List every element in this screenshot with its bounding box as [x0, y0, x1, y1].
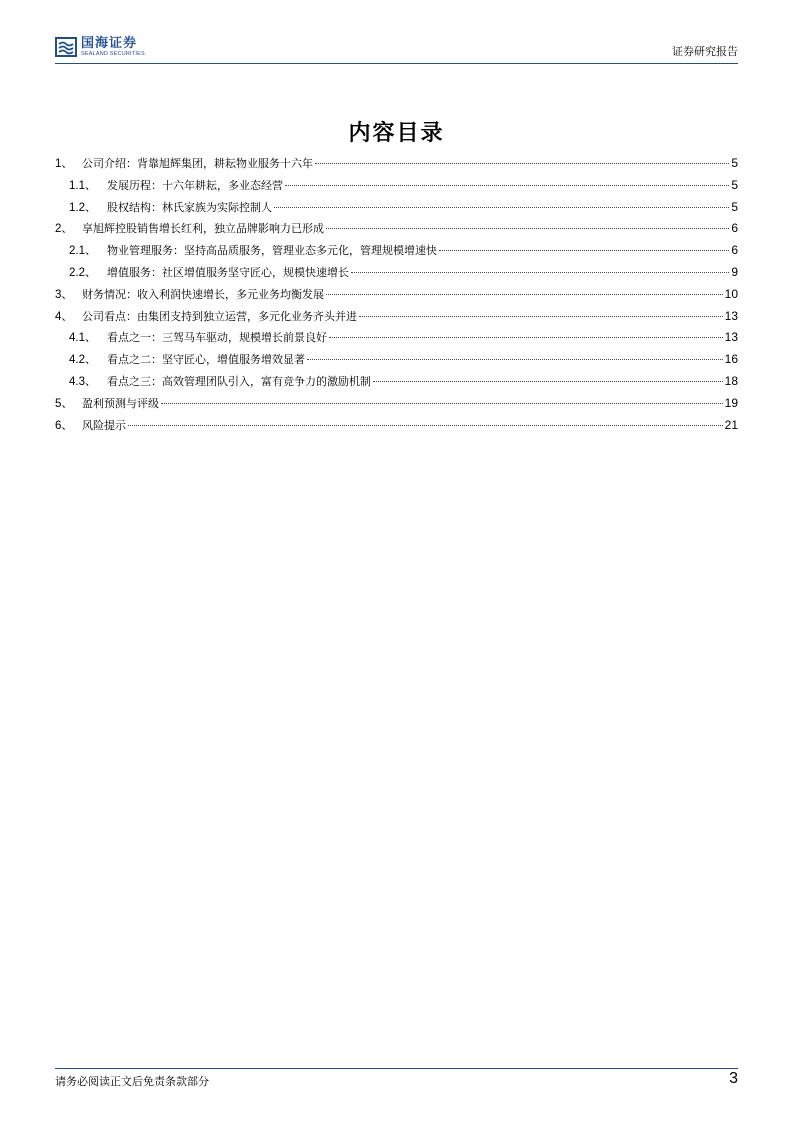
toc-entry-title: 公司看点：由集团支持到独立运营，多元化业务齐头并进: [82, 309, 357, 323]
page-header: [55, 33, 738, 63]
toc-entry-number: 2.2、: [69, 266, 97, 279]
toc-dot-leader: [351, 272, 729, 273]
toc-entry-page: 13: [724, 308, 738, 323]
toc-dot-leader: [161, 403, 723, 404]
toc-entry-title: 看点之三：高效管理团队引入，富有竞争力的激励机制: [107, 374, 371, 388]
toc-dot-leader: [307, 359, 723, 360]
toc-dot-leader: [274, 207, 729, 208]
toc-entry[interactable]: [55, 218, 738, 240]
toc-entry[interactable]: [55, 349, 738, 371]
toc-entry-page: 6: [731, 243, 738, 258]
toc-entry[interactable]: [55, 415, 738, 437]
toc-entry-page: 6: [731, 221, 738, 236]
toc-dot-leader: [439, 250, 729, 251]
toc-entry-title: 财务情况：收入利润快速增长，多元业务均衡发展: [82, 287, 324, 301]
toc-entry[interactable]: [55, 284, 738, 306]
toc-entry-page: 10: [724, 286, 738, 301]
sealand-logo-icon: [55, 36, 77, 58]
toc-entry[interactable]: [55, 393, 738, 415]
toc-dot-leader: [359, 316, 723, 317]
toc-entry-number: 4.1、: [69, 332, 97, 345]
toc-entry-title: 看点之二：坚守匠心，增值服务增效显著: [107, 353, 305, 367]
toc-entry-title: 公司介绍：背靠旭辉集团，耕耘物业服务十六年: [82, 157, 313, 170]
toc-dot-leader: [326, 228, 729, 229]
page-title: 内容目录: [348, 120, 445, 146]
toc-entry-page: 16: [724, 352, 738, 367]
logo-chinese-name: 国海证券: [81, 35, 138, 51]
toc-dot-leader: [128, 425, 723, 426]
toc-entry-title: 增值服务：社区增值服务坚守匠心，规模快速增长: [107, 265, 349, 279]
footer-page-number: 3: [729, 1070, 738, 1087]
logo-english-name: SEALAND SECURITIES: [81, 50, 145, 57]
toc-entry-title: 股权结构：林氏家族为实际控制人: [107, 200, 272, 214]
toc-entry-number: 4.3、: [69, 375, 97, 388]
toc-entry[interactable]: [55, 240, 738, 262]
toc-entry-number: 6、: [55, 419, 73, 432]
toc-entry-number: 2.1、: [69, 245, 97, 258]
toc-entry[interactable]: [55, 371, 738, 393]
toc-dot-leader: [326, 294, 723, 295]
toc-entry-page: 5: [731, 177, 738, 192]
toc-entry-page: 9: [731, 264, 738, 279]
toc-dot-leader: [285, 185, 729, 186]
toc-entry[interactable]: [55, 262, 738, 284]
toc-entry-page: 13: [724, 330, 738, 345]
footer-divider: [55, 1068, 738, 1069]
toc-entry-title: 看点之一：三驾马车驱动，规模增长前景良好: [107, 331, 327, 345]
table-of-contents: [55, 153, 738, 436]
toc-entry-number: 3、: [55, 288, 73, 301]
toc-entry-title: 物业管理服务：坚持高品质服务，管理业态多元化，管理规模增速快: [107, 244, 437, 258]
toc-entry-title: 盈利预测与评级: [82, 396, 159, 410]
toc-dot-leader: [315, 163, 729, 164]
toc-entry-number: 1.1、: [69, 179, 97, 192]
toc-entry-page: 19: [724, 395, 738, 410]
footer-disclaimer: 请务必阅读正文后免责条款部分: [55, 1075, 209, 1088]
toc-entry-title: 风险提示: [82, 418, 126, 432]
logo: [55, 36, 145, 58]
toc-entry-page: 21: [724, 417, 738, 432]
toc-dot-leader: [329, 337, 723, 338]
toc-entry[interactable]: [55, 175, 738, 197]
toc-entry-number: 1、: [55, 158, 73, 170]
toc-entry-page: 18: [724, 373, 738, 388]
toc-entry-number: 1.2、: [69, 201, 97, 214]
header-divider: [55, 63, 738, 64]
toc-entry-number: 2、: [55, 223, 73, 236]
toc-dot-leader: [373, 381, 723, 382]
toc-entry-number: 4、: [55, 310, 73, 323]
toc-entry-number: 4.2、: [69, 354, 97, 367]
toc-entry-title: 发展历程：十六年耕耘，多业态经营: [107, 178, 283, 192]
toc-entry-page: 5: [731, 156, 738, 170]
toc-entry[interactable]: [55, 197, 738, 219]
toc-entry-page: 5: [731, 199, 738, 214]
toc-entry[interactable]: [55, 306, 738, 328]
report-type-label: 证券研究报告: [672, 45, 738, 58]
toc-entry-number: 5、: [55, 397, 73, 410]
toc-entry[interactable]: [55, 327, 738, 349]
toc-entry[interactable]: [55, 153, 738, 175]
toc-entry-title: 享旭辉控股销售增长红利，独立品牌影响力已形成: [82, 222, 324, 236]
